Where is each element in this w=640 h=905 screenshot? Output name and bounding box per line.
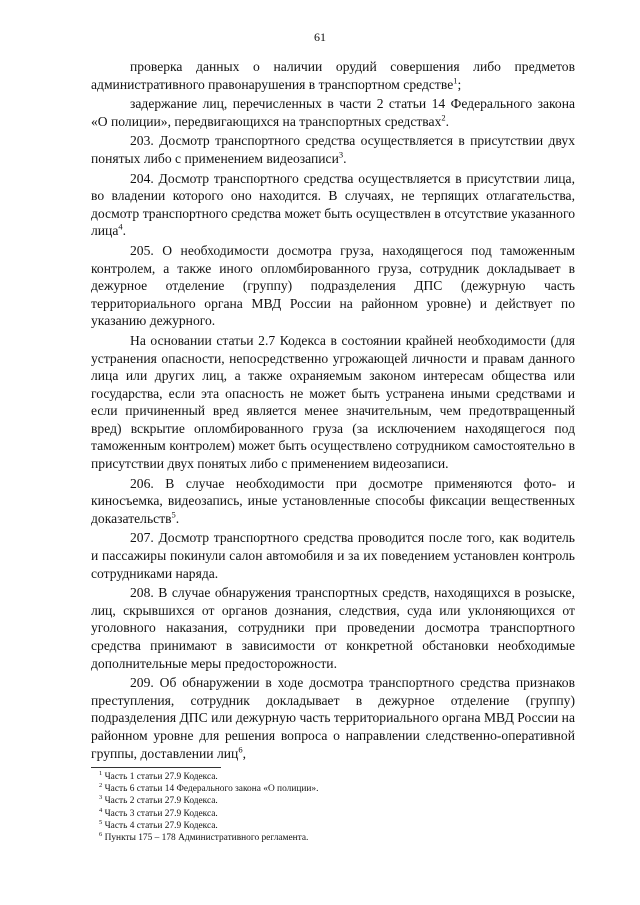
footnote: $^4$ Часть 3 статьи 27.9 Кодекса.	[99, 806, 218, 819]
footnote-ref: 5	[171, 509, 176, 520]
document-body	[91, 58, 575, 764]
footnote: $^2$ Часть 6 статьи 14 Федерального закона «О полиции».	[99, 782, 319, 795]
paragraph: На основании статьи 2.7 Кодекса в состоянии крайней необходимости (для устранения опасности, непосредственно угрожающей личности и правам данного лица или других лиц, а также охраняемым законом интересам общества или государства, если эта опасность не может быть устранена иными средствами и если причиненный вред является менее значительным, чем предотвращенный вред) вскрытие опломбированного груза (за исключением находящегося под таможенным контролем) может быть осуществлено сотрудником самостоятельно в присутствии двух понятых либо с применением видеозаписи.	[91, 332, 575, 472]
footnote-divider	[91, 767, 221, 768]
footnotes	[91, 767, 575, 844]
footnote: $^1$ Часть 1 статьи 27.9 Кодекса.	[99, 769, 218, 782]
footnote-ref: 2	[441, 112, 446, 123]
paragraph: 209. Об обнаружении в ходе досмотра транспортного средства признаков преступления, сотрудник докладывает в дежурное отделение (группу) подразделения ДПС или дежурную часть территориального органа МВД России на районном уровне для решения вопроса о направлении следственно-оперативной группы, доставлении лиц$^6$,	[91, 675, 575, 761]
page-number: 61	[314, 30, 326, 44]
paragraph: задержание лиц, перечисленных в части 2 статьи 14 Федерального закона «О полиции», передвигающихся на транспортных средствах$^2$.	[91, 96, 575, 129]
footnote: $^5$ Часть 4 статьи 27.9 Кодекса.	[99, 818, 218, 831]
footnote: $^6$ Пункты 175 – 178 Административного регламента.	[99, 830, 309, 844]
paragraph: 208. В случае обнаружения транспортных средств, находящихся в розыске, лиц, скрывшихся от органов дознания, следствия, суда или уклоняющихся от уголовного наказания, сотрудники при проведении досмотра транспортного средства принимают в зависимости от конкретной обстановки необходимые дополнительные меры предосторожности.	[91, 585, 575, 671]
paragraph: 206. В случае необходимости при досмотре применяются фото- и киносъемка, видеозапись, иные установленные способы фиксации вещественных доказательств$^5$.	[91, 475, 575, 526]
footnote-ref: 4	[118, 221, 123, 232]
paragraph: проверка данных о наличии орудий совершения либо предметов административного правонарушения в транспортном средстве$^1$;	[91, 59, 575, 92]
footnote-ref: 1	[453, 75, 458, 86]
footnote-ref: 3	[338, 149, 344, 160]
paragraph: 205. О необходимости досмотра груза, находящегося под таможенным контролем, а также иного опломбированного груза, сотрудник докладывает в дежурное отделение (группу) подразделения ДПС (дежурную часть территориального органа МВД России на районном уровне) и действует по указанию дежурного.	[91, 242, 575, 329]
paragraph: 204. Досмотр транспортного средства осуществляется в присутствии лица, во владении которого оно находится. В случаях, не терпящих отлагательства, досмотр транспортного средства может быть осуществлен в отсутствие указанного лица$^4$.	[91, 170, 575, 239]
footnote: $^3$ Часть 2 статьи 27.9 Кодекса.	[99, 794, 218, 807]
footnote-ref: 6	[238, 744, 243, 755]
paragraph: 203. Досмотр транспортного средства осуществляется в присутствии двух понятых либо с применением видеозаписи$^3$.	[91, 133, 575, 166]
paragraph: 207. Досмотр транспортного средства проводится после того, как водитель и пассажиры покинули салон автомобиля и за их поведением установлен контроль сотрудниками наряда.	[91, 530, 575, 581]
